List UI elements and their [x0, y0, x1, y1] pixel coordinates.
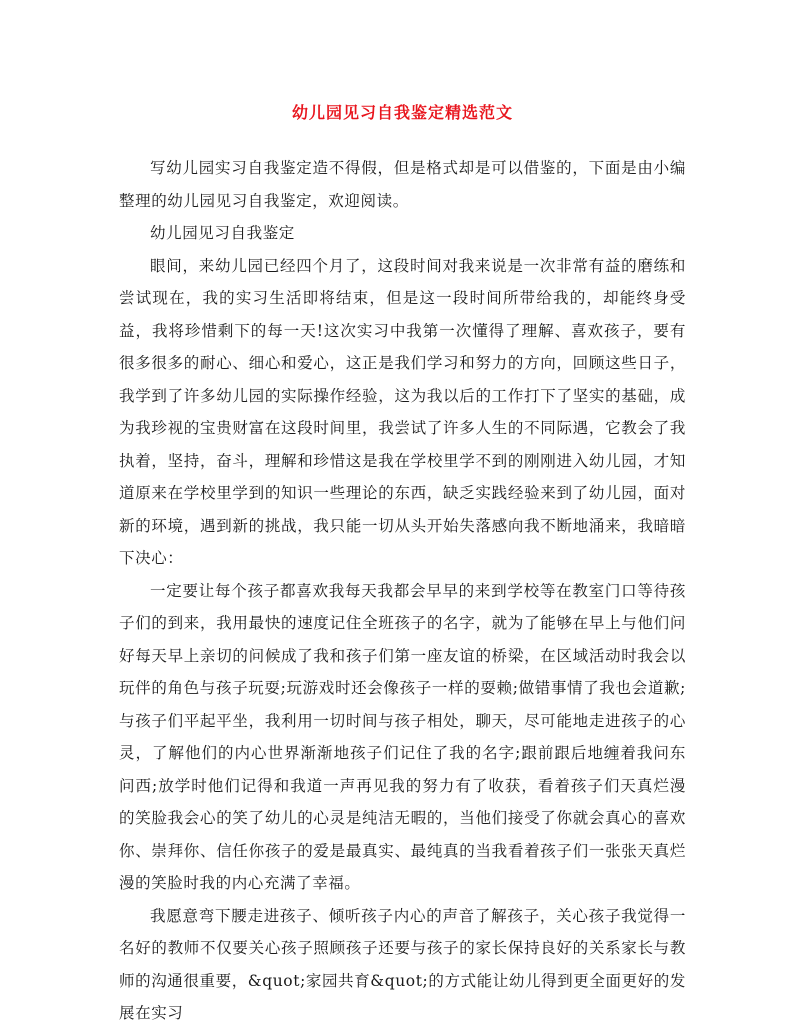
intro-paragraph: 写幼儿园实习自我鉴定造不得假，但是格式却是可以借鉴的，下面是由小编整理的幼儿园见习自我鉴定，欢迎阅读。 [119, 159, 686, 210]
section-heading: 幼儿园见习自我鉴定 [150, 224, 295, 242]
body-paragraph: 我愿意弯下腰走进孩子、倾听孩子内心的声音了解孩子，关心孩子我觉得一名好的教师不仅要关心孩子照顾孩子还要与孩子的家长保持良好的关系家长与教师的沟通很重要，&quot;家园共育&quot;的方式能让幼儿得到更全面更好的发展在实习 [119, 906, 686, 1022]
body-paragraph: 眼间，来幼儿园已经四个月了，这段时间对我来说是一次非常有益的磨练和尝试现在，我的实习生活即将结束，但是这一段时间所带给我的，却能终身受益，我将珍惜剩下的每一天!这次实习中我第一次懂得了理解、喜欢孩子，要有很多很多的耐心、细心和爱心，这正是我们学习和努力的方向，回顾这些日子，我学到了许多幼儿园的实际操作经验，这为我以后的工作打下了坚实的基础，成为我珍视的宝贵财富在这段时间里，我尝试了许多人生的不同际遇，它教会了我执着，坚持，奋斗，理解和珍惜这是我在学校里学不到的刚刚进入幼儿园，才知道原来在学校里学到的知识一些理论的东西，缺乏实践经验来到了幼儿园，面对新的环境，遇到新的挑战，我只能一切从头开始失落感向我不断地涌来，我暗暗下决心： [119, 256, 686, 567]
document-title: 幼儿园见习自我鉴定精选范文 [291, 103, 513, 122]
document-body [119, 152, 686, 1030]
body-paragraph: 一定要让每个孩子都喜欢我每天我都会早早的来到学校等在教室门口等待孩子们的到来，我用最快的速度记住全班孩子的名字，就为了能够在早上与他们问好每天早上亲切的问候成了我和孩子们第一座友谊的桥梁，在区域活动时我会以玩伴的角色与孩子玩耍;玩游戏时还会像孩子一样的耍赖;做错事情了我也会道歉;与孩子们平起平坐，我利用一切时间与孩子相处，聊天，尽可能地走进孩子的心灵，了解他们的内心世界渐渐地孩子们记住了我的名字;跟前跟后地缠着我问东问西;放学时他们记得和我道一声再见我的努力有了收获，看着孩子们天真烂漫的笑脸我会心的笑了幼儿的心灵是纯洁无暇的，当他们接受了你就会真心的喜欢你、崇拜你、信任你孩子的爱是最真实、最纯真的当我看着孩子们一张张天真烂漫的笑脸时我的内心充满了幸福。 [119, 581, 686, 892]
